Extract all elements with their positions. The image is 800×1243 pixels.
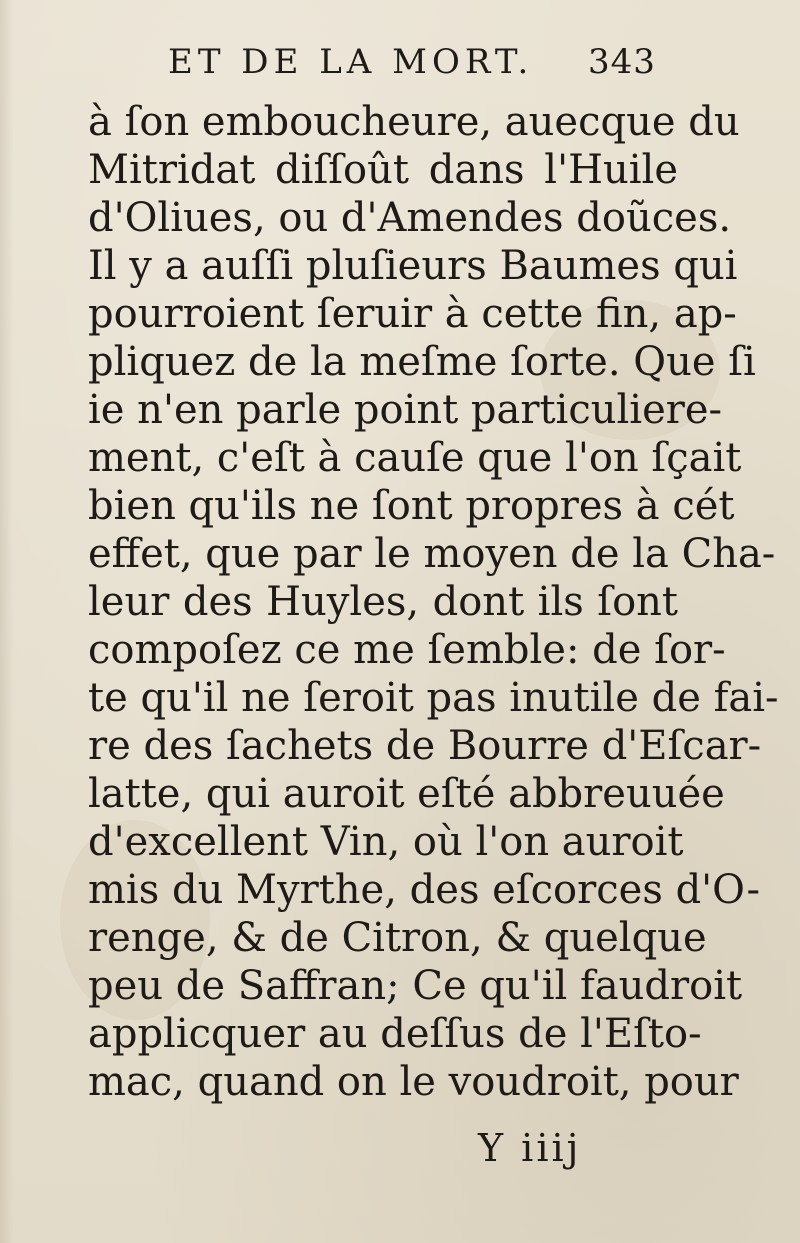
- page-number: 343: [588, 42, 656, 82]
- text-line: pourroient ſeruir à cette fin, ap-: [88, 291, 737, 337]
- text-line: peu de Saffran; Ce qu'il faudroit: [88, 963, 743, 1009]
- text-line: ie n'en parle point particuliere-: [88, 387, 723, 433]
- running-head: [168, 42, 668, 86]
- text-line: pliquez de la meſme ſorte. Que ſi: [88, 339, 756, 385]
- signature-mark: Y iiij: [478, 1126, 582, 1170]
- text-line: applicquer au deſſus de l'Eſto-: [88, 1011, 702, 1057]
- text-block: [88, 96, 779, 1106]
- text-line: d'excellent Vin, où l'on auroit: [88, 819, 684, 865]
- text-line: mac, quand on le voudroit, pour: [88, 1059, 739, 1105]
- text-line: re des ſachets de Bourre d'Eſcar-: [88, 723, 762, 769]
- text-line: Il y a auſſi pluſieurs Baumes qui: [88, 243, 738, 289]
- text-line: te qu'il ne ſeroit pas inutile de fai-: [88, 675, 779, 721]
- text-line: d'Oliues, ou d'Amendes doũces.: [88, 195, 732, 241]
- text-line: mis du Myrthe, des eſcorces d'O-: [88, 867, 760, 913]
- text-line: à ſon emboucheure, auecque du: [88, 99, 740, 145]
- text-line: Mitridat diſſoût dans l'Huile: [88, 147, 678, 193]
- text-line: effet, que par le moyen de la Cha-: [88, 531, 776, 577]
- page-edge-shadow: [0, 0, 14, 1243]
- text-line: compoſez ce me ſemble: de ſor-: [88, 627, 726, 673]
- running-title: ET DE LA MORT.: [168, 42, 534, 82]
- text-line: renge, & de Citron, & quelque: [88, 915, 707, 961]
- text-line: latte, qui auroit eſté abbreuuée: [88, 771, 725, 817]
- text-line: ment, c'eſt à cauſe que l'on ſçait: [88, 435, 742, 481]
- text-line: leur des Huyles, dont ils ſont: [88, 579, 678, 625]
- text-line: bien qu'ils ne ſont propres à cét: [88, 483, 735, 529]
